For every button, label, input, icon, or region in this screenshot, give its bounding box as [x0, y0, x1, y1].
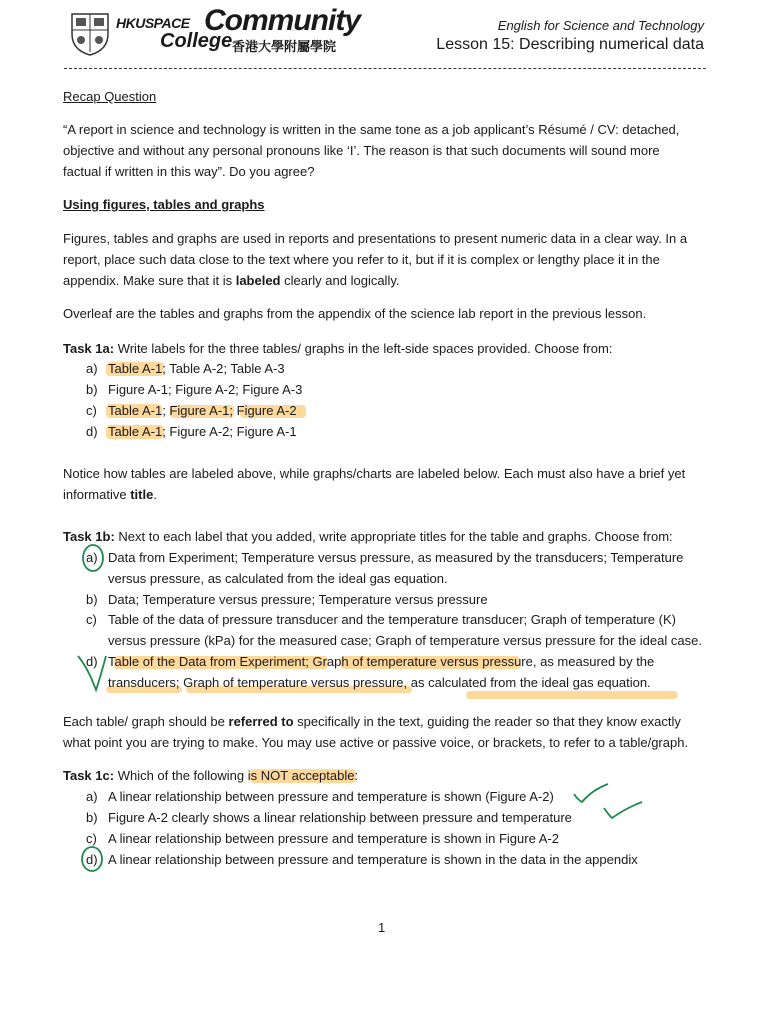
overleaf-line: Overleaf are the tables and graphs from the appendix of the science lab report in the previous lesson.: [63, 306, 647, 321]
refer-line-1: Each table/ graph should be referred to specifically in the text, guiding the reader so that they know exactly: [63, 714, 681, 729]
task-1a-option: a) Table A-1; Table A-2; Table A-3: [86, 361, 285, 376]
task-1b-prompt: Task 1b: Next to each label that you added, write appropriate titles for the table and graphs. Choose from:: [63, 529, 673, 544]
notice-line-2: informative title.: [63, 487, 157, 502]
using-line-2: report, place such data close to the text where you refer to it, but if it is complex or lengthy place it in the: [63, 252, 660, 267]
pen-circle-icon: [80, 845, 108, 875]
task-1c-option: a) A linear relationship between pressure and temperature is shown (Figure A-2): [86, 789, 554, 804]
notice-line-1: Notice how tables are labeled above, while graphs/charts are labeled below. Each must also have a brief yet: [63, 466, 686, 481]
logo-chinese-name: 香港大學附屬學院: [232, 40, 337, 55]
checkmark-icon: [600, 798, 646, 824]
recap-heading: Recap Question: [63, 89, 157, 104]
task-1c-option: b) Figure A-2 clearly shows a linear relationship between pressure and temperature: [86, 810, 572, 825]
task-1b-option: a) Data from Experiment; Temperature versus pressure, as measured by the transducers; Temperature: [86, 550, 684, 565]
recap-line-3: factual if written in this way”. Do you agree?: [63, 164, 315, 179]
task-1b-option-cont: versus pressure (kPa) for the measured case; Graph of temperature versus pressure for the ideal case.: [108, 633, 702, 648]
task-1b-option-cont: transducers; Graph of temperature versus pressure, as calculated from the ideal gas equation.: [108, 675, 651, 690]
recap-line-1: “A report in science and technology is written in the same tone as a job applicant’s Résumé / CV: detached,: [63, 122, 680, 137]
page-number: 1: [378, 920, 386, 935]
course-title: English for Science and Technology: [497, 18, 704, 33]
using-line-3: appendix. Make sure that it is labeled clearly and logically.: [63, 273, 400, 288]
using-line-1: Figures, tables and graphs are used in reports and presentations to present numeric data in a clear way. In a: [63, 231, 688, 246]
header-divider: [64, 68, 706, 69]
logo-college: College: [160, 30, 233, 52]
refer-line-2: what point you are trying to make. You may use active or passive voice, or brackets, to refer to a table/graph.: [63, 735, 689, 750]
task-1b-option: d) Table of the Data from Experiment; Graph of temperature versus pressure, as measured by the: [86, 654, 655, 669]
recap-line-2: objective and without any personal pronouns like ‘I’. The reason is that such documents will sound more: [63, 143, 660, 158]
logo-community: Community: [204, 4, 360, 37]
section-heading: Using figures, tables and graphs: [63, 197, 265, 212]
task-1b-option-cont: versus pressure, as calculated from the ideal gas equation.: [108, 571, 448, 586]
task-1c-option: d) A linear relationship between pressure and temperature is shown in the data in the appendix: [86, 852, 638, 867]
task-1c-option: c) A linear relationship between pressure and temperature is shown in Figure A-2: [86, 831, 559, 846]
task-1a-prompt: Task 1a: Write labels for the three tables/ graphs in the left-side spaces provided. Choose from:: [63, 341, 613, 356]
pen-slash-icon: [74, 650, 110, 698]
task-1a-option: b) Figure A-1; Figure A-2; Figure A-3: [86, 382, 303, 397]
pen-circle-icon: [78, 542, 108, 576]
task-1a-option: c) Table A-1; Figure A-1; Figure A-2: [86, 403, 297, 418]
task-1a-option: d) Table A-1; Figure A-2; Figure A-1: [86, 424, 297, 439]
task-1b-option: c) Table of the data of pressure transducer and the temperature transducer; Graph of temperature (K): [86, 612, 676, 627]
logo-hkuspace: HKUSPACE: [116, 15, 190, 31]
lesson-title: Lesson 15: Describing numerical data: [436, 36, 704, 53]
task-1b-option: b) Data; Temperature versus pressure; Temperature versus pressure: [86, 592, 488, 607]
college-crest-icon: [68, 8, 112, 56]
task-1c-prompt: Task 1c: Which of the following is NOT acceptable:: [63, 768, 359, 783]
